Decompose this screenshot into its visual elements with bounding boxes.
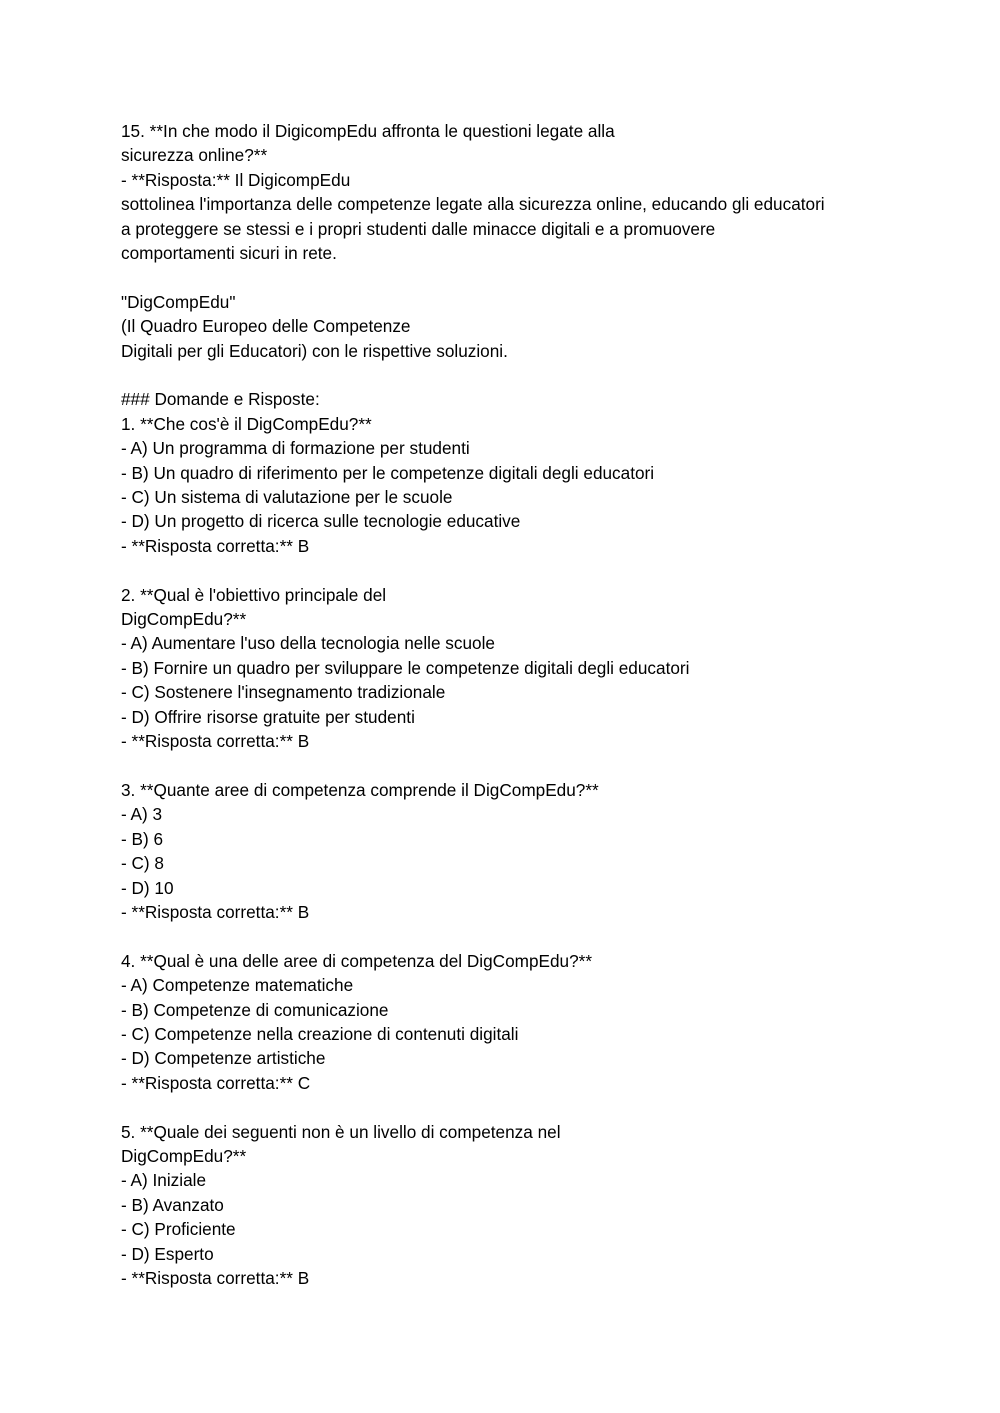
paragraph-spacer bbox=[121, 1095, 921, 1119]
option-b: - B) Avanzato bbox=[121, 1194, 224, 1215]
option-d: - D) Esperto bbox=[121, 1243, 214, 1264]
paragraph-spacer bbox=[121, 363, 921, 387]
paragraph-spacer bbox=[121, 558, 921, 582]
document-body bbox=[121, 119, 921, 1290]
option-a: - A) Aumentare l'uso della tecnologia nelle scuole bbox=[121, 633, 495, 654]
option-d: - D) Un progetto di ricerca sulle tecnologie educative bbox=[121, 511, 521, 532]
option-c: - C) Un sistema di valutazione per le scuole bbox=[121, 487, 453, 508]
paragraph-spacer bbox=[121, 924, 921, 948]
question-text: 5. **Quale dei seguenti non è un livello di competenza nel bbox=[121, 1121, 561, 1142]
q15-question-line: sicurezza online?** bbox=[121, 145, 268, 166]
question-block bbox=[121, 583, 921, 754]
q15-question-line: 15. **In che modo il DigicompEdu affronta le questioni legate alla bbox=[121, 121, 615, 141]
correct-answer: - **Risposta corretta:** B bbox=[121, 901, 310, 922]
qa-heading: ### Domande e Risposte: bbox=[121, 389, 320, 410]
option-d: - D) 10 bbox=[121, 877, 174, 898]
section-title-line: "DigCompEdu" bbox=[121, 291, 236, 312]
option-d: - D) Competenze artistiche bbox=[121, 1048, 326, 1069]
option-a: - A) Competenze matematiche bbox=[121, 975, 354, 996]
question-text: DigCompEdu?** bbox=[121, 609, 247, 630]
q15-block bbox=[121, 119, 921, 265]
option-c: - C) 8 bbox=[121, 853, 164, 874]
q15-answer-line: comportamenti sicuri in rete. bbox=[121, 243, 337, 264]
section-title-line: (Il Quadro Europeo delle Competenze bbox=[121, 316, 411, 337]
option-c: - C) Competenze nella creazione di contenuti digitali bbox=[121, 1023, 519, 1044]
question-text: 1. **Che cos'è il DigCompEdu?** bbox=[121, 413, 372, 434]
option-b: - B) 6 bbox=[121, 828, 164, 849]
section-title-line: Digitali per gli Educatori) con le rispettive soluzioni. bbox=[121, 340, 508, 361]
q15-answer-line: sottolinea l'importanza delle competenze legate alla sicurezza online, educando gli educatori bbox=[121, 194, 825, 215]
option-b: - B) Fornire un quadro per sviluppare le competenze digitali degli educatori bbox=[121, 657, 690, 678]
q15-answer-line: a proteggere se stessi e i propri studenti dalle minacce digitali e a promuovere bbox=[121, 218, 716, 239]
paragraph-spacer bbox=[121, 754, 921, 778]
paragraph-spacer bbox=[121, 265, 921, 289]
correct-answer: - **Risposta corretta:** B bbox=[121, 535, 310, 556]
q15-answer-line: - **Risposta:** Il DigicompEdu bbox=[121, 169, 351, 190]
option-a: - A) Iniziale bbox=[121, 1170, 207, 1191]
option-d: - D) Offrire risorse gratuite per studenti bbox=[121, 706, 415, 727]
correct-answer: - **Risposta corretta:** B bbox=[121, 1268, 310, 1288]
question-block bbox=[121, 778, 921, 924]
correct-answer: - **Risposta corretta:** B bbox=[121, 731, 310, 752]
option-c: - C) Sostenere l'insegnamento tradizionale bbox=[121, 682, 446, 703]
question-block bbox=[121, 412, 921, 558]
option-b: - B) Un quadro di riferimento per le competenze digitali degli educatori bbox=[121, 462, 655, 483]
option-c: - C) Proficiente bbox=[121, 1219, 236, 1240]
option-a: - A) Un programma di formazione per studenti bbox=[121, 438, 470, 459]
correct-answer: - **Risposta corretta:** C bbox=[121, 1072, 311, 1093]
section-title-block bbox=[121, 290, 921, 363]
question-text: 4. **Qual è una delle aree di competenza del DigCompEdu?** bbox=[121, 950, 593, 971]
option-b: - B) Competenze di comunicazione bbox=[121, 999, 389, 1020]
question-text: 2. **Qual è l'obiettivo principale del bbox=[121, 584, 387, 605]
question-block bbox=[121, 949, 921, 1095]
question-text: 3. **Quante aree di competenza comprende il DigCompEdu?** bbox=[121, 779, 599, 800]
question-block bbox=[121, 1120, 921, 1291]
question-text: DigCompEdu?** bbox=[121, 1145, 247, 1166]
option-a: - A) 3 bbox=[121, 804, 163, 825]
